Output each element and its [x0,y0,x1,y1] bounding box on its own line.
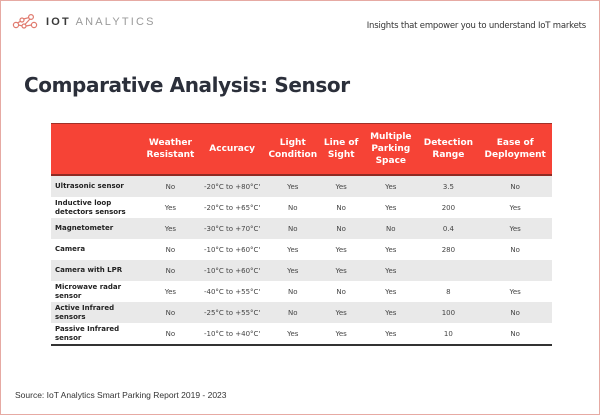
table-cell: -10°C to +60°C' [203,245,261,254]
table-cell: No [165,182,176,191]
table-cell: No [386,224,396,233]
table-cell: No [165,308,176,317]
table-cell: No [288,308,298,317]
table-body [51,175,552,345]
column-header: Ease of Deployment [484,138,546,160]
table-row [51,218,552,239]
table-row [51,197,552,218]
table-cell: 3.5 [442,182,454,191]
table-cell: -20°C to +80°C' [203,182,261,191]
column-header: Detection Range [423,138,474,160]
column-header: Weather Resistant [146,138,195,160]
logo-text-bold: IOT [46,16,71,28]
table-cell: No [510,329,520,338]
table-cell: No [336,287,346,296]
table-cell: 200 [441,203,456,212]
row-label: Camera with LPR [55,266,123,274]
column-header: Light Condition [268,138,318,160]
table-cell: Yes [287,245,299,254]
table-cell: No [510,308,520,317]
row-label: Camera [55,245,86,253]
table-cell: Yes [509,287,521,296]
table-cell: Yes [385,245,397,254]
table-cell: Yes [385,308,397,317]
table-cell: No [288,203,298,212]
table-row [51,175,552,197]
table-cell: 100 [441,308,456,317]
table-cell: Yes [164,287,177,296]
table-cell: Yes [287,182,299,191]
table-cell: 280 [441,245,456,254]
table-cell: -30°C to +70°C' [203,224,261,233]
table-cell: Yes [385,182,397,191]
table-cell: Yes [164,224,177,233]
table-cell: No [165,245,176,254]
table-cell: -10°C to +60°C' [203,266,261,275]
table-cell: -20°C to +65°C' [203,203,261,212]
comparison-table [51,123,552,346]
logo [12,14,156,30]
table-cell: No [336,224,346,233]
table-row [51,239,552,260]
table-cell: -40°C to +55°C' [203,287,261,296]
table-cell: 10 [443,329,453,338]
source-note: Source: IoT Analytics Smart Parking Report 2019 - 2023 [15,390,227,400]
column-header: Line of Sight [323,138,359,160]
table-row [51,281,552,302]
table-cell: -25°C to +55°C' [203,308,261,317]
table-cell: Yes [385,287,397,296]
table-cell: Yes [335,182,347,191]
column-header: Accuracy [209,144,256,154]
logo-text [46,16,156,28]
table-cell: Yes [335,329,347,338]
row-label: Ultrasonic sensor [55,182,124,190]
row-label: Magnetometer [55,224,114,232]
table-cell: Yes [335,245,347,254]
table-cell: No [336,203,346,212]
table-cell: No [165,266,176,275]
table-cell: Yes [385,329,397,338]
table-cell: No [510,182,520,191]
table-row [51,302,552,323]
table-cell: Yes [335,266,347,275]
tagline: Insights that empower you to understand IoT markets [366,21,586,31]
table-cell [478,260,552,281]
row-label: Microwave radar sensor [55,282,122,300]
table-cell: No [510,245,520,254]
table-cell: Yes [287,329,299,338]
row-label: Inductive loop detectors sensors [55,198,126,216]
table-cell: Yes [335,308,347,317]
table-row [51,323,552,345]
network-nodes-icon [12,14,40,30]
table-cell: Yes [385,266,397,275]
column-header: Multiple Parking Space [370,132,412,166]
table-cell: Yes [287,266,299,275]
table-cell: Yes [509,224,521,233]
table-cell: No [288,287,298,296]
table-cell: No [288,224,298,233]
table-header-row [51,124,552,176]
page-title: Comparative Analysis: Sensor [24,73,350,97]
table-cell: Yes [164,203,177,212]
table-cell: -10°C to +40°C' [203,329,261,338]
table-cell: Yes [509,203,521,212]
table-row [51,260,552,281]
column-header [51,124,143,176]
table-cell: Yes [385,203,397,212]
table-cell: 0.4 [442,224,454,233]
row-label: Passive Infrared sensor [55,324,120,342]
table-cell: No [165,329,176,338]
row-label: Active Infrared sensors [55,303,115,321]
logo-text-light: ANALYTICS [75,16,156,28]
table-cell [418,260,478,281]
table-cell: 8 [446,287,451,296]
